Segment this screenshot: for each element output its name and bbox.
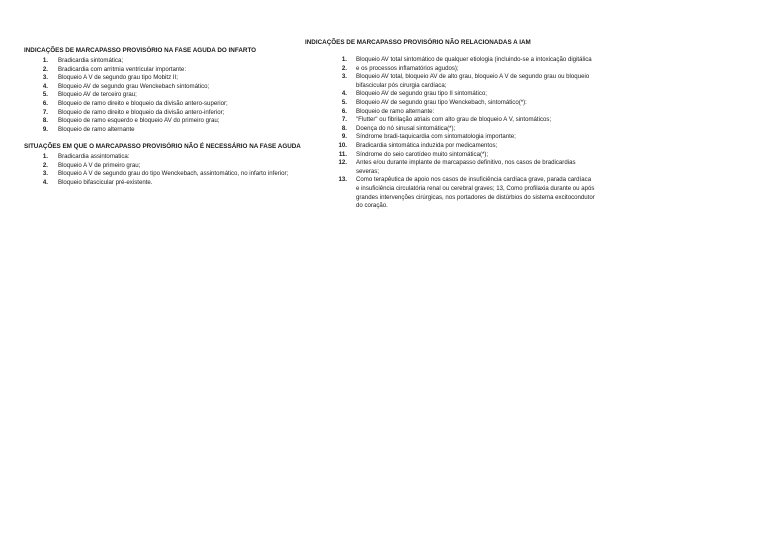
list-item	[24, 57, 304, 66]
item-number: 1.	[42, 153, 48, 160]
item-number: 3.	[42, 74, 48, 82]
section-infarct-indications	[24, 47, 304, 134]
item-text: Bloqueio AV de segundo grau tipo Wenckebach, sintomático(*):	[356, 98, 527, 106]
item-text: Bradicardia sintomática induzida por medicamentos;	[356, 141, 498, 149]
item-text: Bloqueio de ramo alternante	[58, 125, 135, 133]
item-number: 10.	[338, 141, 347, 149]
list-item	[24, 170, 304, 179]
item-text: Bloqueio AV total, bloqueio AV de alto grau, bloqueio A V de segundo grau ou bloqueio bifascicular pós cirurgia cardíaca;	[356, 73, 590, 89]
list-item	[24, 66, 304, 75]
list-item	[305, 116, 595, 125]
list-item	[305, 133, 595, 142]
list-item	[24, 100, 304, 109]
section-heading: INDICAÇÕES DE MARCAPASSO PROVISÓRIO NÃO RELACIONADAS A IAM	[305, 39, 531, 46]
item-text: e os processos inflamatórios agudos);	[356, 64, 459, 72]
item-number: 7.	[341, 116, 347, 124]
item-text: Bloqueio de ramo direito e bloqueio da divisão antero-superior;	[58, 99, 228, 107]
list-item	[24, 179, 304, 188]
item-number: 3.	[341, 73, 347, 81]
list-item	[305, 108, 595, 117]
list-item	[305, 176, 595, 210]
item-text: Antes e/ou durante implante de marcapasso definitivo, nos casos de bradicardias severas;	[356, 159, 576, 175]
item-text: "Flutter" ou fibrilação atriais com alto grau de bloqueio A V, sintomáticos;	[356, 116, 552, 124]
item-text: Bloqueio AV de segundo grau Wenckebach sintomático;	[58, 82, 210, 90]
item-number: 13.	[338, 176, 347, 184]
list-item	[24, 91, 304, 100]
item-number: 1.	[341, 56, 347, 63]
list-item	[305, 159, 595, 176]
item-number: 6.	[42, 99, 48, 107]
indication-list	[24, 57, 304, 134]
item-number: 5.	[42, 91, 48, 99]
list-item	[305, 90, 595, 99]
list-item	[305, 151, 595, 160]
item-number: 8.	[42, 117, 48, 125]
item-number: 1.	[42, 57, 48, 64]
section-not-necessary	[24, 143, 304, 187]
item-text: Bloqueio de ramo alternante:	[356, 107, 435, 115]
item-number: 8.	[341, 124, 347, 132]
list-item	[305, 125, 595, 134]
item-number: 6.	[341, 107, 347, 115]
indication-list	[305, 56, 595, 211]
item-text: Síndrome bradi-taquicardia com sintomatologia importante;	[356, 133, 516, 141]
list-item	[24, 126, 304, 135]
list-item	[24, 117, 304, 126]
item-text: Bloqueio AV de terceiro grau;	[58, 91, 137, 99]
item-number: 5.	[341, 98, 347, 106]
item-number: 3.	[42, 170, 48, 178]
item-number: 4.	[341, 90, 347, 98]
item-text: Síndrome do seio carotídeo muito sintomática(*);	[356, 150, 489, 158]
list-item	[305, 65, 595, 74]
list-item	[24, 153, 304, 162]
item-number: 9.	[341, 133, 347, 141]
situation-list	[24, 153, 304, 187]
item-text: Doença do nó sinusal sintomática(*);	[356, 124, 456, 132]
list-item	[24, 162, 304, 171]
item-number: 11.	[338, 150, 347, 158]
item-text: Bradicardia assintomatica:	[58, 153, 130, 160]
list-item	[24, 83, 304, 92]
list-item	[305, 99, 595, 108]
item-text: Bloqueio A V de primeiro grau;	[58, 161, 141, 169]
list-item	[24, 74, 304, 83]
item-text: Bradicardia com arritmia ventricular importante:	[58, 65, 187, 73]
section-heading: INDICAÇÕES DE MARCAPASSO PROVISÓRIO NA FASE AGUDA DO INFARTO	[24, 47, 257, 54]
item-number: 9.	[42, 125, 48, 133]
item-text: Bloqueio de ramo esquerdo e bloqueio AV do primeiro grau;	[58, 117, 220, 125]
list-item	[305, 56, 595, 65]
item-number: 2.	[42, 161, 48, 169]
section-non-iam-indications	[305, 39, 595, 211]
item-text: Bloqueio AV de segundo grau tipo II sintomático;	[356, 90, 487, 98]
list-item	[305, 73, 595, 90]
list-item	[305, 142, 595, 151]
item-number: 4.	[42, 178, 48, 186]
list-item	[24, 109, 304, 118]
item-text: Bloqueio A V de segundo grau do tipo Wenckebach, assintomático, no infarto inferior;	[58, 170, 289, 178]
item-number: 12.	[338, 159, 347, 167]
section-heading: SITUAÇÕES EM QUE O MARCAPASSO PROVISÓRIO NÃO É NECESSÁRIO NA FASE AGUDA	[24, 143, 301, 150]
item-text: Bradicardia sintomática;	[58, 57, 124, 64]
item-text: Como terapêutica de apoio nos casos de insuficiência cardíaca grave, parada cardíaca e insuficiência circulatória renal ou cerebral graves; 13, Como profilaxia durante ou após grandes intervenções cirúrgicas, nos portadores de distúrbios do sistema excitocondutor do coração.	[356, 176, 595, 210]
item-text: Bloqueio bifascicular pré-existente.	[58, 178, 153, 186]
item-number: 7.	[42, 108, 48, 116]
item-number: 2.	[42, 65, 48, 73]
item-text: Bloqueio A V de segundo grau tipo Mobitz II;	[58, 74, 178, 82]
item-number: 4.	[42, 82, 48, 90]
item-number: 2.	[341, 64, 347, 72]
item-text: Bloqueio AV total sintomático de qualquer etiologia (incluindo-se a intoxicação digitálica	[356, 56, 592, 63]
item-text: Bloqueio de ramo direito e bloqueio da divisão antero-inferior;	[58, 108, 225, 116]
